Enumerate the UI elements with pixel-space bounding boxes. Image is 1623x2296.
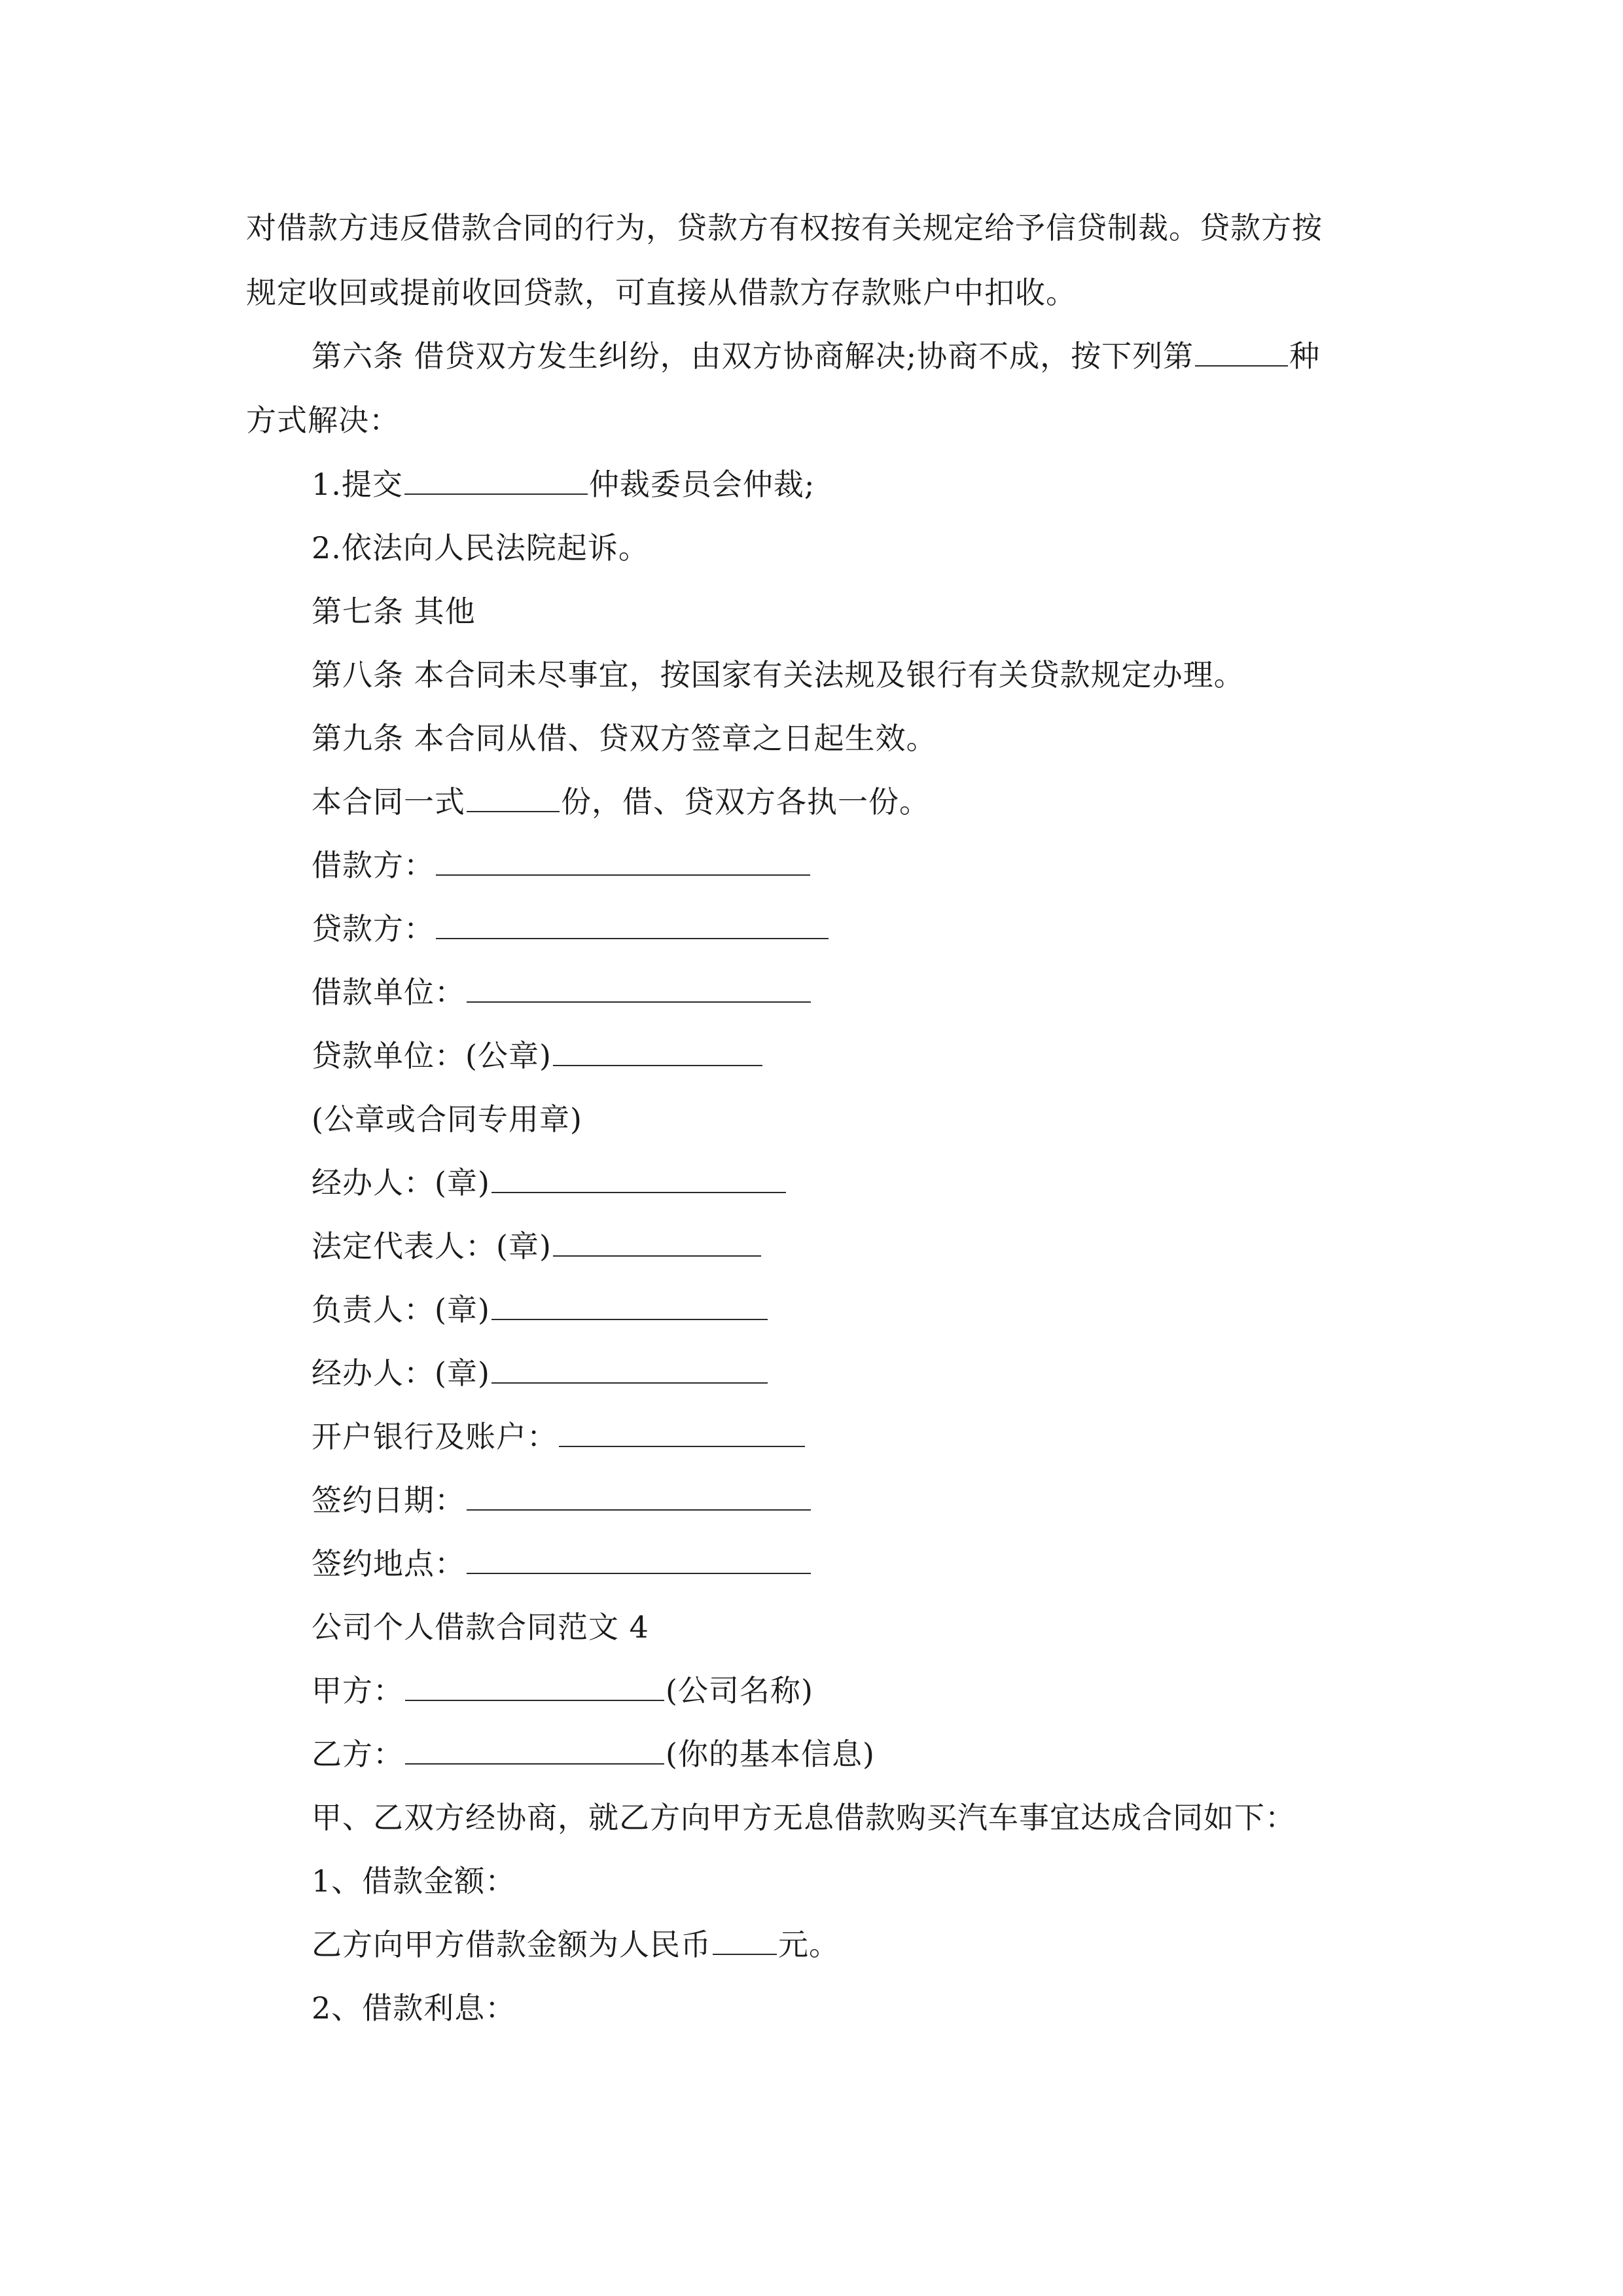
copies-line: 本合同一式 份，借、贷双方各执一份。 [312,784,930,819]
sign-place: 签约地点： [312,1544,812,1583]
fill-blank [405,1674,664,1701]
fill-blank [553,1229,761,1257]
signature-responsible: 负责人：(章) [312,1290,769,1329]
fill-blank [436,848,810,876]
bank-account: 开户银行及账户： [312,1417,806,1456]
signature-borrower: 借款方： [312,846,812,885]
signature-borrower-unit: 借款单位： [312,973,812,1012]
option-2: 2.依法向人民法院起诉。 [312,530,649,565]
fill-blank [1195,339,1288,367]
fill-blank [436,912,829,939]
signature-legal-rep: 法定代表人：(章) [312,1227,762,1266]
loan-amount: 乙方向甲方借款金额为人民币 元。 [312,1927,840,1962]
text-line: 规定收回或提前收回贷款，可直接从借款方存款账户中扣收。 [246,275,1077,310]
item-1-heading: 1、借款金额： [312,1863,516,1899]
fill-blank [467,975,811,1003]
signature-agent-2: 经办人：(章) [312,1354,769,1393]
fill-blank [713,1928,777,1955]
section-title: 公司个人借款合同范文 4 [312,1609,649,1645]
fill-blank [553,1039,762,1066]
fill-blank [467,1483,811,1511]
signature-agent: 经办人：(章) [312,1163,787,1202]
text-line: 方式解决： [246,403,400,438]
fill-blank [491,1293,768,1320]
text-line: 对借款方违反借款合同的行为，贷款方有权按有关规定给予信贷制裁。贷款方按 [246,210,1323,245]
fill-blank [491,1356,768,1384]
signature-lender: 贷款方： [312,909,830,948]
fill-blank [491,1166,786,1193]
sign-date: 签约日期： [312,1480,812,1520]
fill-blank [467,785,560,812]
agreement-intro: 甲、乙双方经协商，就乙方向甲方无息借款购买汽车事宜达成合同如下： [312,1800,1296,1835]
clause-9: 第九条 本合同从借、贷双方签章之日起生效。 [312,721,937,756]
seal-note: (公章或合同专用章) [312,1102,582,1137]
party-a: 甲方： (公司名称) [312,1673,813,1708]
fill-blank [559,1420,805,1447]
option-1: 1.提交 仲裁委员会仲裁; [312,467,815,502]
clause-7: 第七条 其他 [312,594,476,629]
clause-8: 第八条 本合同未尽事宜，按国家有关法规及银行有关贷款规定办理。 [312,657,1245,692]
fill-blank [404,467,588,495]
fill-blank [467,1547,811,1574]
party-b: 乙方： (你的基本信息) [312,1736,875,1772]
clause-6: 第六条 借贷双方发生纠纷，由双方协商解决;协商不成，按下列第 种 [312,338,1321,374]
signature-lender-unit: 贷款单位：(公章) [312,1036,764,1075]
fill-blank [405,1737,664,1765]
item-2-heading: 2、借款利息： [312,1990,516,2026]
